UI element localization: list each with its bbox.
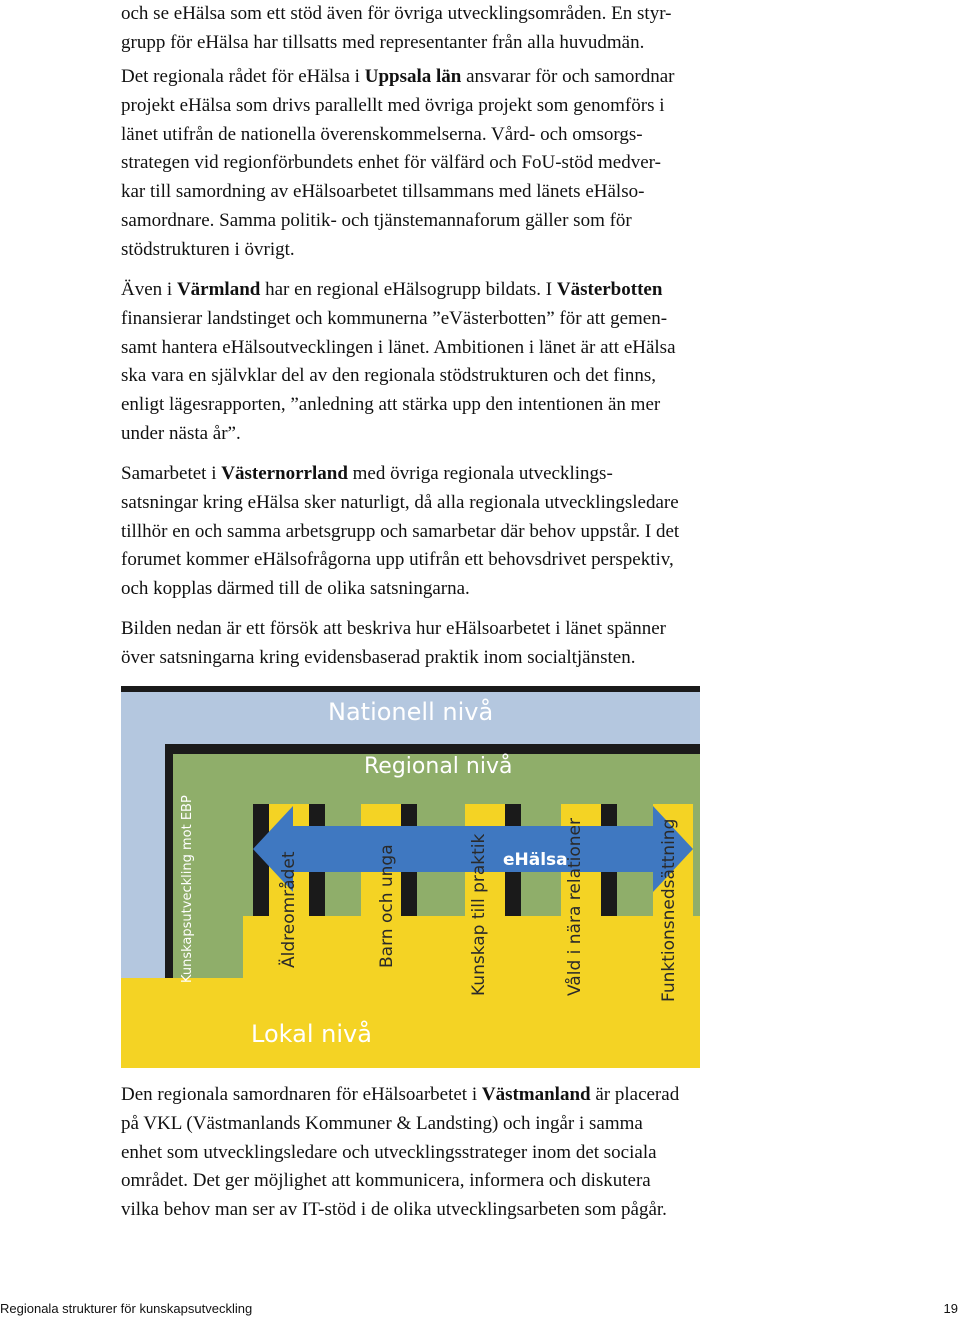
page-number: 19 xyxy=(943,1301,958,1316)
paragraph-1: och se eHälsa som ett stöd även för övriga utvecklingsområden. En styr- grupp för eHälsa har tillsatts med representanter från alla huvudmän. xyxy=(121,3,672,53)
regional-level-label: Regional nivå xyxy=(364,754,513,779)
pillar-label-vald-i-nara-relationer: Våld i nära relationer xyxy=(565,817,585,996)
pillar-label-funktionsnedsattning: Funktionsnedsättning xyxy=(659,818,679,1002)
national-level-label: Nationell nivå xyxy=(328,698,494,726)
ehalsa-structure-diagram xyxy=(121,686,700,1068)
region-vastmanland: Västmanland xyxy=(481,1084,591,1105)
footer-title: Regionala strukturer för kunskapsutveckling xyxy=(0,1301,253,1316)
region-varmland: Värmland xyxy=(176,279,261,300)
ebp-side-label: Kunskapsutveckling mot EBP xyxy=(180,795,195,983)
paragraph-3: Även i Värmland har en regional eHälsogrupp bildats. I Västerbotten finansierar landstinget och kommunerna ”eVästerbotten” för att gemen- samt hantera eHälsoutvecklingen i länet. Ambitionen i länet är att eHälsa ska vara en självklar del av den regionala stödstrukturen och det finns, enligt lägesrapporten, ”anledning att stärka upp den intentionen än mer under nästa år”. xyxy=(121,279,676,444)
paragraph-5: Bilden nedan är ett försök att beskriva hur eHälsoarbetet i länet spänner över satsningarna kring evidensbaserad praktik inom socialtjänsten. xyxy=(121,618,666,668)
ehalsa-arrow-label: eHälsa xyxy=(503,850,568,870)
paragraph-2: Det regionala rådet för eHälsa i Uppsala län ansvarar för och samordnar projekt eHälsa som drivs parallellt med övriga projekt som genomförs i länet utifrån de nationella överenskommelserna. Vård- och omsorgs- strategen vid regionförbundets enhet för välfärd och FoU-stöd medver- kar till samordning av eHälsoarbetet tillsammans med länets eHälso- samordnare. Samma politik- och tjänstemannaforum gäller som för stödstrukturen i övrigt. xyxy=(121,66,675,260)
paragraph-6: Den regionala samordnaren för eHälsoarbetet i Västmanland är placerad på VKL (Västmanlands Kommuner & Landsting) och ingår i samma enhet som utvecklingsledare och utvecklingsstrateger inom det sociala området. Det ger möjlighet att kommunicera, informera och diskutera vilka behov man ser av IT-stöd i de olika utvecklingsarbeten som pågår. xyxy=(121,1084,680,1221)
region-vasternorrland: Västernorrland xyxy=(221,463,348,484)
region-uppsala: Uppsala län xyxy=(364,66,462,87)
local-level-label: Lokal nivå xyxy=(251,1020,372,1048)
pillar-label-barn-och-unga: Barn och unga xyxy=(377,844,397,968)
top-border xyxy=(121,686,700,692)
region-vasterbotten: Västerbotten xyxy=(556,279,663,300)
paragraph-4: Samarbetet i Västernorrland med övriga regionala utvecklings- satsningar kring eHälsa sker naturligt, då alla regionala utvecklingsledare tillhör en och samma arbetsgrupp och samarbetar där behov uppstår. I det forumet kommer eHälsofrågorna upp utifrån ett behovsdrivet perspektiv, och kopplas därmed till de olika satsningarna. xyxy=(121,463,680,600)
pillar-label-kunskap-till-praktik: Kunskap till praktik xyxy=(469,833,489,996)
pillar-label-aldreomradet: Äldreområdet xyxy=(279,851,299,968)
local-level-band xyxy=(121,978,700,1068)
